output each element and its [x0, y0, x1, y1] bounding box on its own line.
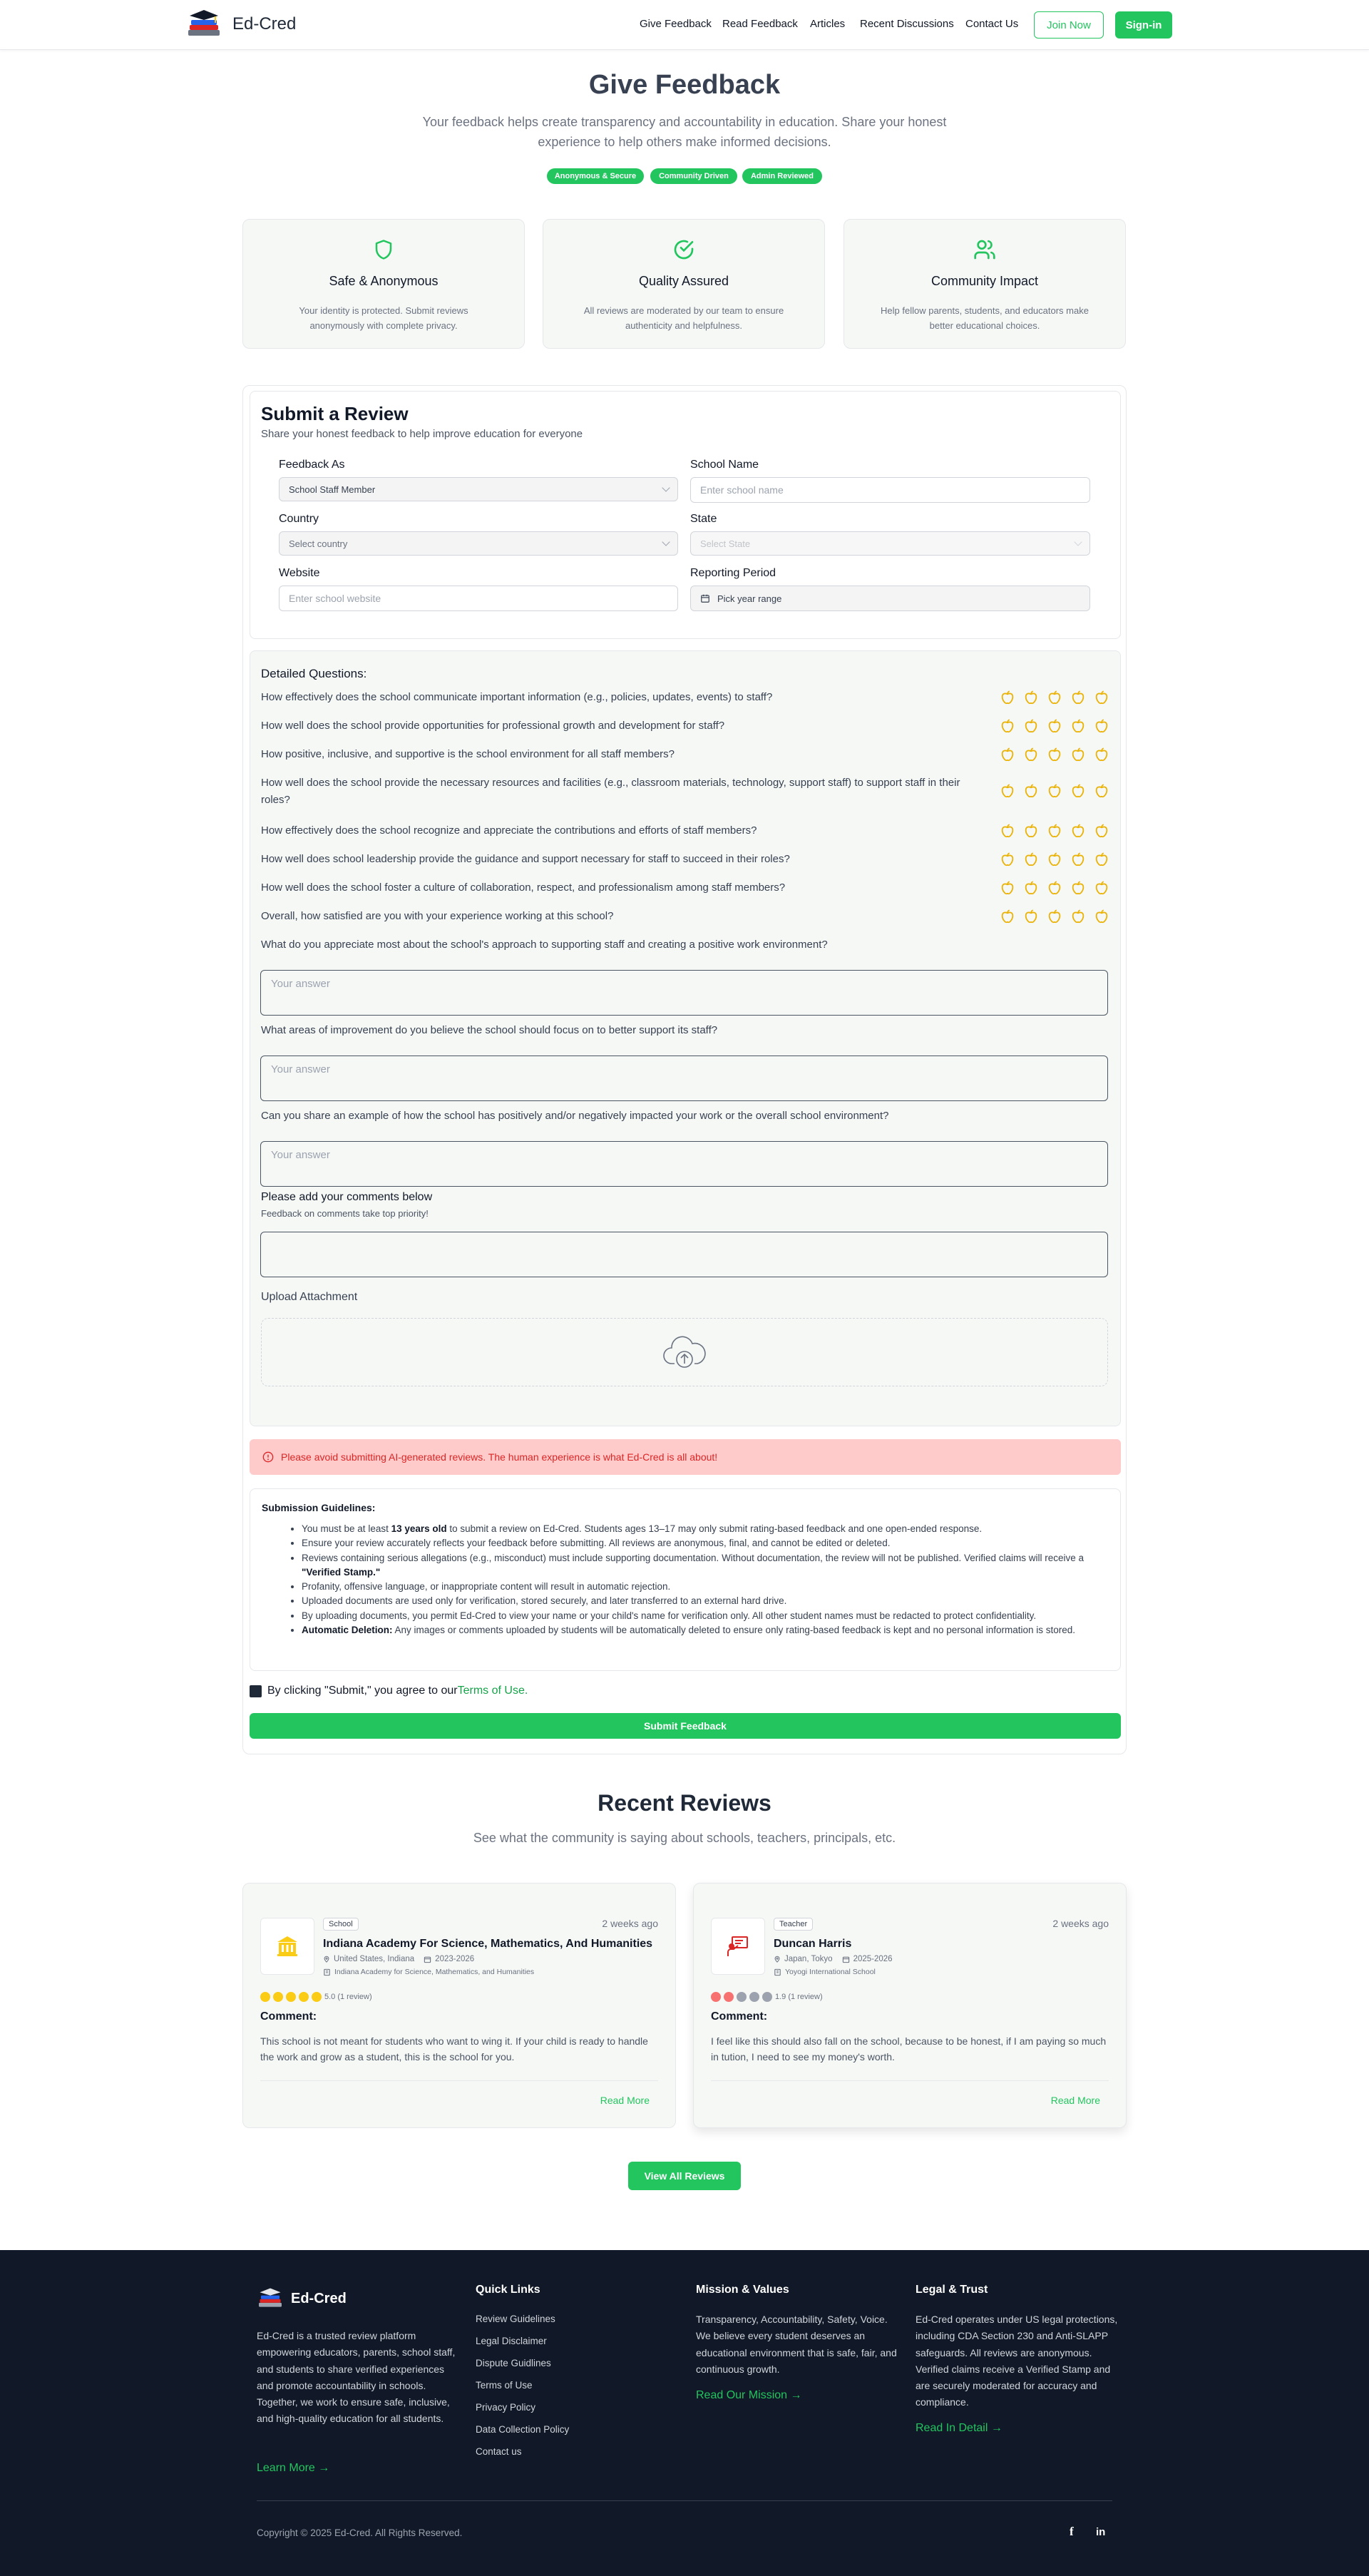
apple-rating-icon[interactable] — [1023, 783, 1039, 799]
guideline-pre: Reviews containing serious allegations (e.g., misconduct) must include supporting documentation. Without documentation, the review will not be published. Verified claims will receive a — [302, 1552, 1085, 1563]
feature-card-safe — [242, 219, 525, 349]
comment-label: Comment: — [711, 2010, 768, 2023]
apple-rating-icon[interactable] — [1000, 823, 1015, 839]
apple-rating-icon[interactable] — [1070, 823, 1086, 839]
state-label: State — [690, 513, 717, 525]
apple-rating-icon[interactable] — [1094, 718, 1109, 734]
read-our-mission-link[interactable]: Read Our Mission → — [696, 2389, 802, 2401]
chevron-down-icon — [662, 484, 670, 491]
read-more-link[interactable]: Read More — [1050, 2095, 1100, 2106]
feedback-as-label: Feedback As — [279, 459, 345, 471]
rating-star-icon — [299, 1992, 309, 2002]
copyright: Copyright © 2025 Ed-Cred. All Rights Reserved. — [257, 2528, 463, 2538]
legal-text: Ed-Cred operates under US legal protections, including CDA Section 230 and Anti-SLAPP safeguards. All reviews are anonymous. Verified claims receive a Verified Stamp and are securely moderated for accuracy and compliance. — [916, 2314, 1118, 2408]
upload-label: Upload Attachment — [261, 1291, 358, 1303]
comments-textarea[interactable] — [260, 1232, 1108, 1277]
quick-link[interactable]: Legal Disclaimer — [476, 2336, 547, 2346]
apple-rating-icon[interactable] — [1070, 880, 1086, 896]
building-icon — [774, 1968, 781, 1976]
divider — [711, 2080, 1109, 2081]
rating-input-2[interactable] — [1000, 718, 1109, 734]
rated-question-4: How well does the school provide the necessary resources and facilities (e.g., classroom materials, technology, support staff) to support staff in their roles? — [261, 777, 960, 806]
apple-rating-icon[interactable] — [1070, 747, 1086, 762]
open-question-1: What do you appreciate most about the school's approach to supporting staff and creating a positive work environment? — [261, 939, 828, 951]
review-school: Indiana Academy for Science, Mathematics, and Humanities — [334, 1968, 535, 1976]
rating-star-icon — [724, 1992, 734, 2002]
recent-reviews-title: Recent Reviews — [598, 1790, 771, 1816]
apple-rating-icon[interactable] — [1047, 747, 1062, 762]
teacher-board-icon — [726, 1934, 750, 1958]
nav-articles[interactable]: Articles — [810, 18, 846, 30]
apple-rating-icon[interactable] — [1094, 823, 1109, 839]
guideline-bold: Automatic Deletion: — [302, 1625, 393, 1636]
apple-rating-icon[interactable] — [1094, 852, 1109, 867]
open-question-3: Can you share an example of how the school has positively and/or negatively impacted your work or the overall school environment? — [261, 1110, 889, 1122]
footer-divider — [257, 2500, 1112, 2501]
facebook-icon[interactable]: f — [1070, 2525, 1074, 2538]
footer — [0, 2250, 1369, 2576]
recent-reviews-subtitle: See what the community is saying about schools, teachers, principals, etc. — [473, 1831, 896, 1845]
rating-input-8[interactable] — [1000, 909, 1109, 924]
feature-title: Safe & Anonymous — [329, 274, 439, 288]
apple-rating-icon[interactable] — [1047, 783, 1062, 799]
quick-link[interactable]: Data Collection Policy — [476, 2424, 570, 2435]
map-pin-icon — [774, 1955, 781, 1963]
apple-rating-icon[interactable] — [1094, 747, 1109, 762]
apple-rating-icon[interactable] — [1070, 909, 1086, 924]
review-rating — [711, 1992, 823, 2002]
guidelines-title: Submission Guidelines: — [262, 1502, 376, 1513]
apple-rating-icon[interactable] — [1070, 690, 1086, 705]
top-header — [0, 0, 1369, 50]
review-school: Yoyogi International School — [785, 1968, 876, 1976]
join-now-button[interactable]: Join Now — [1034, 11, 1104, 39]
feature-title: Community Impact — [930, 274, 1039, 288]
terms-checkbox[interactable] — [250, 1685, 262, 1697]
feature-title: Quality Assured — [638, 274, 729, 288]
apple-rating-icon[interactable] — [1023, 747, 1039, 762]
guideline-pre: You must be at least — [302, 1523, 391, 1534]
state-placeholder: Select State — [700, 538, 751, 549]
guideline-pre: Ensure your review accurately reflects your feedback before submitting. All reviews are anonymous, final, and cannot be edited or deleted. — [302, 1538, 891, 1549]
comment-body: This school is not meant for students who want to wing it. If your child is ready to handle the work and grow as a student, this is the school for you. — [260, 2035, 648, 2063]
feature-text: All reviews are moderated by our team to ensure authenticity and helpfulness. — [583, 305, 784, 331]
guideline-item — [302, 1609, 1103, 1623]
apple-rating-icon[interactable] — [1070, 783, 1086, 799]
pill-anonymous: Anonymous & Secure — [547, 168, 644, 184]
country-select[interactable] — [279, 531, 678, 556]
guideline-item — [302, 1536, 1103, 1550]
rating-input-4[interactable] — [1000, 783, 1109, 799]
review-time: 2 weeks ago — [602, 1918, 658, 1929]
rated-question-7: How well does the school foster a culture of collaboration, respect, and professionalism among staff members? — [261, 881, 786, 894]
books-logo-icon — [257, 2287, 284, 2310]
review-card — [693, 1883, 1127, 2128]
rating-input-1[interactable] — [1000, 690, 1109, 705]
comments-hint: Feedback on comments take top priority! — [261, 1208, 429, 1219]
read-more-link[interactable]: Read More — [600, 2095, 650, 2106]
calendar-icon — [842, 1956, 850, 1963]
website-label: Website — [279, 567, 320, 579]
apple-rating-icon[interactable] — [1094, 690, 1109, 705]
linkedin-icon[interactable]: in — [1096, 2526, 1106, 2538]
guideline-item — [302, 1580, 1103, 1594]
terms-link[interactable]: Terms of Use. — [457, 1685, 528, 1697]
guideline-pre: Uploaded documents are used only for verification, stored securely, and later transferred to an external hard drive. — [302, 1595, 787, 1607]
learn-more-link[interactable]: Learn More → — [257, 2462, 330, 2474]
form-title: Submit a Review — [261, 403, 409, 424]
pill-admin-reviewed: Admin Reviewed — [742, 168, 822, 184]
cloud-upload-icon — [662, 1334, 707, 1371]
apple-rating-icon[interactable] — [1000, 852, 1015, 867]
review-card — [242, 1883, 676, 2128]
quick-link[interactable]: Contact us — [476, 2446, 522, 2457]
rating-text: 1.9 (1 review) — [775, 1993, 823, 2001]
reviewed-name[interactable]: Indiana Academy For Science, Mathematics, And Humanities — [323, 1938, 653, 1950]
country-label: Country — [279, 513, 319, 525]
reviewed-name[interactable]: Duncan Harris — [774, 1938, 852, 1950]
apple-rating-icon[interactable] — [1000, 880, 1015, 896]
guideline-bold: 13 years old — [391, 1523, 447, 1534]
apple-rating-icon[interactable] — [1023, 823, 1039, 839]
comment-label: Comment: — [260, 2010, 317, 2023]
apple-rating-icon[interactable] — [1047, 909, 1062, 924]
rating-input-5[interactable] — [1000, 823, 1109, 839]
quick-link[interactable]: Terms of Use — [476, 2380, 533, 2391]
terms-agreement — [250, 1685, 528, 1697]
state-select[interactable] — [690, 531, 1090, 556]
reporting-period-label: Reporting Period — [690, 567, 776, 579]
calendar-icon — [700, 593, 710, 603]
apple-rating-icon[interactable] — [1023, 852, 1039, 867]
guideline-item — [302, 1551, 1103, 1580]
apple-rating-icon[interactable] — [1070, 718, 1086, 734]
school-name-input[interactable]: Enter school name — [690, 477, 1090, 503]
quick-link[interactable]: Review Guidelines — [476, 2314, 555, 2324]
rating-input-3[interactable] — [1000, 747, 1109, 762]
rating-text: 5.0 (1 review) — [324, 1993, 372, 2001]
school-thumbnail — [260, 1918, 314, 1975]
feature-text: Your identity is protected. Submit reviews anonymously with complete privacy. — [299, 305, 468, 331]
rating-input-7[interactable] — [1000, 880, 1109, 896]
school-building-icon — [275, 1934, 299, 1958]
guideline-pre: By uploading documents, you permit Ed-Cred to view your name or your child's name for verification only. All other student names must be redacted to protect confidentiality. — [302, 1610, 1037, 1621]
apple-rating-icon[interactable] — [1023, 909, 1039, 924]
chevron-down-icon — [1074, 538, 1082, 546]
quick-link[interactable]: Privacy Policy — [476, 2402, 536, 2413]
rated-question-6: How well does school leadership provide the guidance and support necessary for staff to succeed in their roles? — [261, 853, 790, 865]
page-subtitle: Your feedback helps create transparency and accountability in education. Share your honest experience to help others make informed decisions. — [422, 115, 947, 149]
reporting-period-picker[interactable] — [690, 586, 1090, 611]
guideline-item — [302, 1594, 1103, 1608]
guideline-item — [302, 1522, 1103, 1536]
rating-star-icon — [711, 1992, 721, 2002]
comment-body: I feel like this should also fall on the school, because to be honest, if I am paying so much in tution, I need to see my money's worth. — [711, 2035, 1107, 2063]
nav-recent-discussions[interactable]: Recent Discussions — [860, 18, 954, 30]
apple-rating-icon[interactable] — [1000, 909, 1015, 924]
review-school-row — [323, 1968, 534, 1976]
review-meta-row — [774, 1955, 893, 1963]
rated-question-8: Overall, how satisfied are you with your experience working at this school? — [261, 910, 614, 922]
mission-title: Mission & Values — [696, 2284, 789, 2296]
feature-card-quality — [543, 219, 825, 349]
apple-rating-icon[interactable] — [1070, 852, 1086, 867]
rating-input-6[interactable] — [1000, 852, 1109, 867]
submission-guidelines — [250, 1488, 1121, 1671]
shield-icon — [373, 238, 394, 261]
sign-in-button[interactable]: Sign-in — [1115, 11, 1172, 39]
read-in-detail-link[interactable]: Read In Detail → — [916, 2422, 1003, 2434]
guideline-pre: Profanity, offensive language, or inappropriate content will result in automatic rejection. — [302, 1581, 671, 1593]
divider — [260, 2080, 658, 2081]
feedback-as-select[interactable] — [279, 477, 678, 501]
building-icon — [323, 1968, 331, 1976]
review-period: 2023-2026 — [435, 1955, 475, 1963]
submit-feedback-button[interactable]: Submit Feedback — [250, 1713, 1121, 1739]
nav-contact-us[interactable]: Contact Us — [965, 18, 1019, 30]
review-location: Japan, Tokyo — [784, 1955, 833, 1963]
answer-textarea-3[interactable]: Your answer — [260, 1141, 1108, 1187]
apple-rating-icon[interactable] — [1023, 690, 1039, 705]
review-type-badge: School — [323, 1918, 359, 1931]
footer-about: Ed-Cred is a trusted review platform empowering educators, parents, school staff, and students to share verified experiences and promote accountability in schools. Together, we work to ensure safe, inclusive, and high-quality education for all students. — [257, 2330, 456, 2425]
country-placeholder: Select country — [289, 538, 348, 549]
apple-rating-icon[interactable] — [1000, 747, 1015, 762]
legal-title: Legal & Trust — [916, 2284, 988, 2296]
website-input[interactable]: Enter school website — [279, 586, 678, 611]
warning-text: Please avoid submitting AI-generated reviews. The human experience is what Ed-Cred is all about! — [281, 1451, 718, 1463]
chevron-down-icon — [662, 538, 670, 546]
guideline-post: to submit a review on Ed-Cred. Students ages 13–17 may only submit rating-based feedback and one open-ended response. — [446, 1523, 983, 1534]
review-time: 2 weeks ago — [1052, 1918, 1109, 1929]
teacher-thumbnail — [711, 1918, 765, 1975]
footer-brand: Ed-Cred — [291, 2290, 347, 2306]
apple-rating-icon[interactable] — [1094, 909, 1109, 924]
feedback-as-value: School Staff Member — [289, 484, 376, 495]
rated-question-3: How positive, inclusive, and supportive is the school environment for all staff members? — [261, 748, 675, 760]
check-circle-icon — [672, 238, 695, 261]
rating-star-icon — [749, 1992, 759, 2002]
rating-star-icon — [737, 1992, 747, 2002]
logo[interactable] — [185, 9, 296, 40]
review-type-badge: Teacher — [774, 1918, 813, 1931]
answer-textarea-2[interactable]: Your answer — [260, 1056, 1108, 1101]
guideline-item — [302, 1623, 1103, 1637]
review-rating — [260, 1992, 372, 2002]
rated-question-2: How well does the school provide opportunities for professional growth and development for staff? — [261, 720, 725, 732]
books-logo-icon — [185, 9, 222, 40]
apple-rating-icon[interactable] — [1047, 690, 1062, 705]
detailed-questions-heading: Detailed Questions: — [261, 667, 367, 680]
school-name-label: School Name — [690, 459, 759, 471]
guideline-bold: "Verified Stamp." — [302, 1566, 381, 1578]
apple-rating-icon[interactable] — [1047, 880, 1062, 896]
rating-dots — [260, 1992, 322, 2002]
rated-question-5: How effectively does the school recognize and appreciate the contributions and efforts of staff members? — [261, 824, 757, 837]
users-icon — [973, 238, 997, 261]
review-school-row — [774, 1968, 876, 1976]
rating-star-icon — [762, 1992, 772, 2002]
feature-text: Help fellow parents, students, and educators make better educational choices. — [881, 305, 1089, 331]
guidelines-list — [290, 1522, 1103, 1637]
apple-rating-icon[interactable] — [1094, 880, 1109, 896]
view-all-reviews-button[interactable]: View All Reviews — [628, 2162, 741, 2190]
pill-community: Community Driven — [650, 168, 737, 184]
apple-rating-icon[interactable] — [1000, 690, 1015, 705]
reporting-period-placeholder: Pick year range — [717, 593, 782, 604]
feature-card-community — [844, 219, 1126, 349]
alert-circle-icon — [262, 1451, 274, 1463]
apple-rating-icon[interactable] — [1023, 880, 1039, 896]
apple-rating-icon[interactable] — [1000, 783, 1015, 799]
nav-read-feedback[interactable]: Read Feedback — [722, 18, 798, 30]
rating-star-icon — [312, 1992, 322, 2002]
rating-dots — [711, 1992, 772, 2002]
review-period: 2025-2026 — [853, 1955, 893, 1963]
open-question-2: What areas of improvement do you believe the school should focus on to better support its staff? — [261, 1024, 718, 1036]
mission-text: Transparency, Accountability, Safety, Voice. We believe every student deserves an educational environment that is safe, fair, and continuous growth. — [696, 2314, 897, 2375]
upload-dropzone[interactable] — [261, 1318, 1108, 1386]
quick-links-title: Quick Links — [476, 2284, 540, 2296]
calendar-icon — [424, 1956, 431, 1963]
review-location: United States, Indiana — [334, 1955, 415, 1963]
rating-star-icon — [260, 1992, 270, 2002]
map-pin-icon — [323, 1955, 330, 1963]
answer-textarea-1[interactable]: Your answer — [260, 970, 1108, 1016]
guideline-post: Any images or comments uploaded by students will be automatically deleted to ensure only rating-based feedback is kept and no personal information is stored. — [392, 1625, 1076, 1636]
rating-star-icon — [273, 1992, 283, 2002]
rated-question-1: How effectively does the school communicate important information (e.g., policies, updates, events) to staff? — [261, 691, 773, 703]
apple-rating-icon[interactable] — [1094, 783, 1109, 799]
apple-rating-icon[interactable] — [1000, 718, 1015, 734]
page-title: Give Feedback — [588, 70, 781, 100]
apple-rating-icon[interactable] — [1047, 852, 1062, 867]
apple-rating-icon[interactable] — [1047, 718, 1062, 734]
form-subtitle: Share your honest feedback to help improve education for everyone — [261, 428, 583, 440]
footer-logo[interactable] — [257, 2287, 347, 2310]
apple-rating-icon[interactable] — [1047, 823, 1062, 839]
brand-name: Ed-Cred — [232, 14, 297, 34]
ai-warning-banner — [250, 1439, 1121, 1475]
rating-star-icon — [286, 1992, 296, 2002]
apple-rating-icon[interactable] — [1023, 718, 1039, 734]
nav-give-feedback[interactable]: Give Feedback — [640, 18, 712, 30]
comments-label: Please add your comments below — [261, 1191, 433, 1203]
terms-text: By clicking "Submit," you agree to our — [267, 1685, 458, 1697]
review-meta-row — [323, 1955, 474, 1963]
quick-link[interactable]: Dispute Guidlines — [476, 2358, 551, 2368]
